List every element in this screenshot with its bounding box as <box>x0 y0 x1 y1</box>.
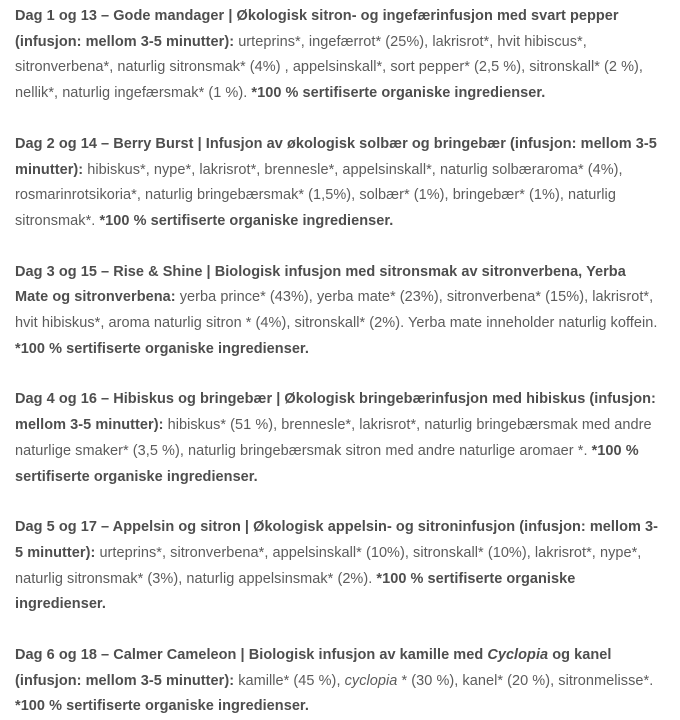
entry-ingredients: hibiskus*, nype*, lakrisrot*, brennesle*, appelsinskall*, naturlig solbæraroma* (4%), rosmarinrotsikoria*, naturlig bringebærsmak* (1,5%), solbær* (1%), bringebær* (1%), naturlig sitronsmak*. <box>15 161 623 229</box>
entry-certification: *100 % sertifiserte organiske ingredienser. <box>247 85 546 102</box>
entry-ingredients: urteprins*, sitronverbena*, appelsinskall* (10%), sitronskall* (10%), lakrisrot*, nype*, naturlig sitronsmak* (3%), naturlig appelsinsmak* (2%). <box>15 544 642 587</box>
entry-title-part: Dag 6 og 18 – Calmer Cameleon | Biologisk infusjon av kamille med <box>15 647 488 664</box>
entry-ingredients-part: kamille* (45 %), <box>234 672 345 689</box>
tea-entry-day-1-13 <box>15 4 662 107</box>
entry-title: Dag 5 og 17 – Appelsin og sitron | Økologisk appelsin- og sitroninfusjon (infusjon: mellom 3-5 minutter): <box>15 519 658 561</box>
entry-ingredients: hibiskus* (51 %), brennesle*, lakrisrot*, naturlig bringebærsmak med andre naturlige smaker* (3,5 %), naturlig bringebærsmak sitron med andre naturlige aromaer *. <box>15 417 652 459</box>
entry-ingredients-part: * (30 %), kanel* (20 %), sitronmelisse*. <box>397 672 654 689</box>
entry-title: Dag 4 og 16 – Hibiskus og bringebær | Økologisk bringebærinfusjon med hibiskus (infusjon: mellom 3-5 minutter): <box>15 391 656 434</box>
entry-title: Dag 2 og 14 – Berry Burst | Infusjon av økologisk solbær og bringebær (infusjon: mellom 3-5 minutter): <box>15 135 657 178</box>
entry-title-italic: Cyclopia <box>487 647 549 664</box>
tea-entry-day-6-18 <box>15 643 662 720</box>
tea-entry-day-3-15 <box>15 260 662 363</box>
entry-title-part: og kanel (infusjon: mellom 3-5 minutter): <box>15 647 612 689</box>
tea-entry-day-4-16 <box>15 387 662 490</box>
tea-entry-day-5-17 <box>15 515 662 618</box>
entry-certification: *100 % sertifiserte organiske ingredienser. <box>15 442 639 485</box>
entry-ingredients-italic: cyclopia <box>344 672 398 689</box>
entry-ingredients: urteprins*, ingefærrot* (25%), lakrisrot*, hvit hibiscus*, sitronverbena*, naturlig sitronsmak* (4%) , appelsinskall*, sort pepper* (2,5 %), sitronskall* (2 %), nellik*, naturlig ingefærsmak* (1 %). <box>15 33 644 102</box>
entry-ingredients <box>234 673 653 689</box>
entry-ingredients: yerba prince* (43%), yerba mate* (23%), sitronverbena* (15%), lakrisrot*, hvit hibiskus*, aroma naturlig sitron * (4%), sitronskall* (2%). Yerba mate inneholder naturlig koffein. <box>15 289 658 332</box>
tea-entry-day-2-14 <box>15 132 662 235</box>
entry-certification: *100 % sertifiserte organiske ingredienser. <box>95 212 394 229</box>
entry-title: Dag 1 og 13 – Gode mandager | Økologisk sitron- og ingefærinfusjon med svart pepper (infusjon: mellom 3-5 minutter): <box>15 8 619 50</box>
entry-certification: *100 % sertifiserte organiske ingredienser. <box>15 570 576 613</box>
entry-title: Dag 3 og 15 – Rise & Shine | Biologisk infusjon med sitronsmak av sitronverbena, Yerba Mate og sitronverbena: <box>15 263 626 306</box>
entry-certification: *100 % sertifiserte organiske ingredienser. <box>15 340 309 357</box>
entry-certification: *100 % sertifiserte organiske ingredienser. <box>15 698 309 715</box>
